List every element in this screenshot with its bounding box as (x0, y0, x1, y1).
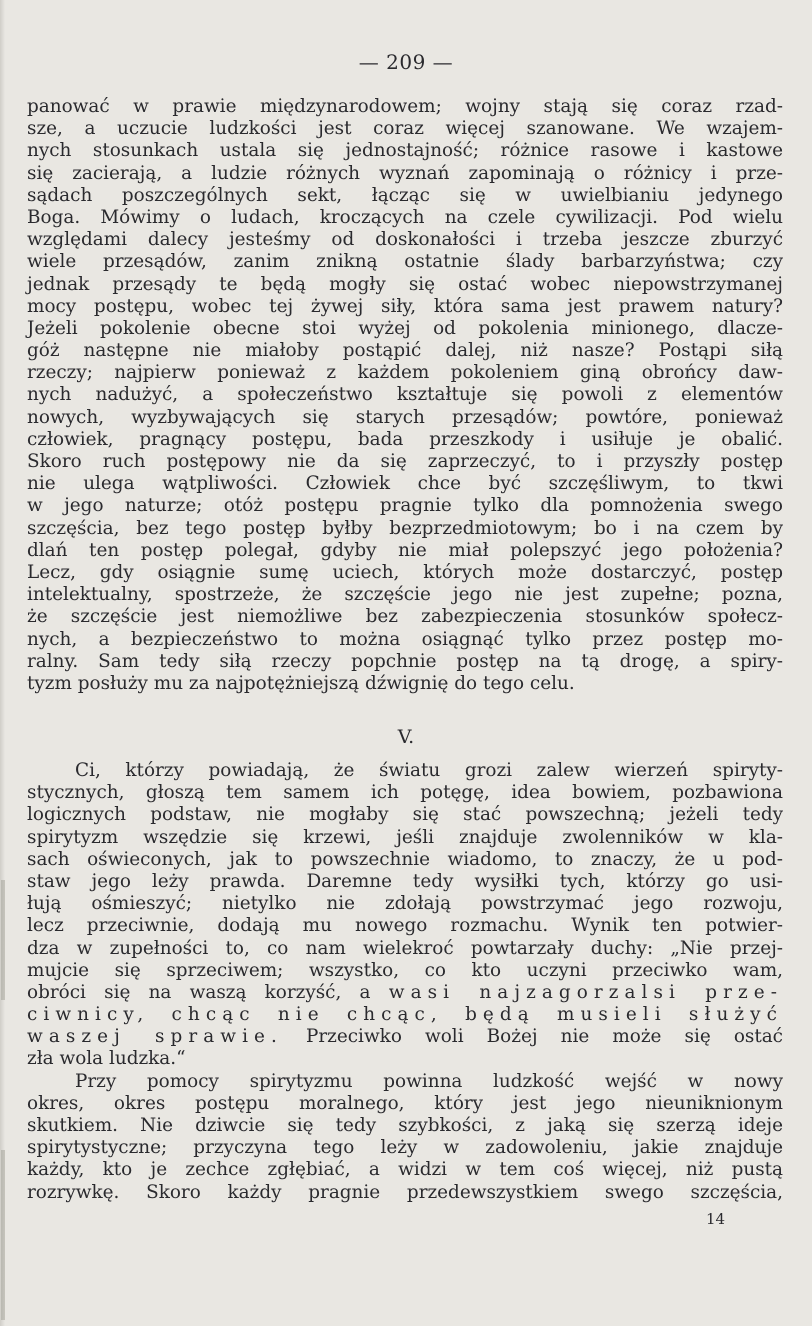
text-line: stycznych, głoszą tem samem ich potęgę, idea bowiem, pozbawiona (27, 782, 783, 804)
text-line: logicznych podstaw, nie mogłaby się stać powszechną; jeżeli tedy (27, 804, 783, 826)
text-line: rozrywkę. Skoro każdy pragnie przedewszystkiem swego szczęścia, (27, 1181, 783, 1203)
text-line: okres, okres postępu moralnego, który jest jego nieuniknionym (27, 1092, 783, 1114)
text-line: sądach poszczególnych sekt, łącząc się w uwielbianiu jedynego (27, 184, 783, 206)
text-line-emphasis (27, 1004, 783, 1026)
text-line: w jego naturze; otóż postępu pragnie tylko dla pomnożenia swego (27, 495, 783, 517)
section-title: V. (397, 726, 415, 748)
text-line: rzeczy; najpierw ponieważ z każdem pokoleniem giną obrońcy daw- (27, 362, 783, 384)
paragraph-block-1 (27, 96, 783, 695)
text-line: spirytyzm wszędzie się krzewi, jeśli znajduje zwolenników w kla- (27, 826, 783, 848)
text-line: tyzm posłuży mu za najpotężniejszą dźwignię do tego celu. (27, 672, 575, 694)
spaced-emphasis-text: wasi najzagorzalsi prze- (388, 981, 783, 1003)
text-line: Boga. Mówimy o ludach, kroczących na czele cywilizacji. Pod wielu (27, 206, 783, 228)
text-line: góż następne nie miałoby postąpić dalej, niż nasze? Postąpi siłą (27, 340, 783, 362)
text-line: mocy postępu, wobec tej żywej siły, która sama jest prawem natury? (27, 295, 783, 317)
text-line: że szczęście jest niemożliwe bez zabezpieczenia stosunków społecz- (27, 606, 783, 628)
text-line: nych, a bezpieczeństwo to można osiągnąć tylko przez postęp mo- (27, 628, 783, 650)
text-line-emphasis (27, 1026, 783, 1048)
text-line: dza w zupełności to, co nam wielekroć powtarzały duchy: „Nie przej- (27, 937, 783, 959)
page-scan-mark (1, 880, 5, 1000)
text-segment: Przeciwko woli Bożej nie może się ostać (282, 1026, 783, 1048)
text-line: intelektualny, spostrzeże, że szczęście jego nie jest zupełne; pozna, (27, 584, 783, 606)
text-line: ralny. Sam tedy siłą rzeczy popchnie postęp na tą drogę, a spiry- (27, 650, 783, 672)
page-scan-mark (1, 1150, 5, 1320)
spaced-emphasis-text: waszej sprawie. (27, 1026, 283, 1048)
text-line: łują ośmieszyć; nietylko nie zdołają powstrzymać jego rozwoju, (27, 893, 783, 915)
text-line: Przy pomocy spirytyzmu powinna ludzkość wejść w nowy (75, 1070, 783, 1092)
text-line: człowiek, pragnący postępu, bada przeszkody i usiłuje je obalić. (27, 428, 783, 450)
text-line: Ci, którzy powiadają, że światu grozi zalew wierzeń spiryty- (75, 760, 783, 781)
spaced-emphasis-text: ciwnicy, chcąc nie chcąc, będą musieli służyć (27, 1004, 783, 1026)
text-line: Lecz, gdy osiągnie sumę uciech, których może dostarczyć, postęp (27, 561, 783, 583)
text-line: zła wola ludzka.“ (27, 1048, 186, 1070)
text-line: sze, a uczucie ludzkości jest coraz więcej szanowane. We wzajem- (27, 118, 783, 140)
text-segment: obróci się na waszą korzyść, a (27, 981, 389, 1003)
paragraph-block-2 (27, 760, 783, 1204)
text-line: względami dalecy jesteśmy od doskonałości i trzeba jeszcze zburzyć (27, 229, 783, 251)
text-line: nie ulega wątpliwości. Człowiek chce być szczęśliwym, to tkwi (27, 473, 783, 495)
text-line: nych stosunkach ustala się jednostajność; różnice rasowe i kastowe (27, 140, 783, 162)
text-line: lecz przeciwnie, dodają mu nowego rozmachu. Wynik ten potwier- (27, 915, 783, 937)
page-header: — 209 — (358, 50, 454, 74)
text-line-emphasis (27, 982, 783, 1004)
text-line: każdy, kto je zechce zgłębiać, a widzi w tem coś więcej, niż pustą (27, 1159, 783, 1181)
text-line: panować w prawie międzynarodowem; wojny stają się coraz rzad- (27, 96, 783, 117)
text-line: nowych, wyzbywających się starych przesądów; powtóre, ponieważ (27, 406, 783, 428)
text-line: skutkiem. Nie dziwcie się tedy szybkości, z jaką się szerzą ideje (27, 1115, 783, 1136)
page-scan-edge (0, 0, 5, 1326)
text-line: szczęścia, bez tego postęp byłby bezprzedmiotowym; bo i na czem by (27, 517, 783, 539)
text-line: nych nadużyć, a społeczeństwo kształtuje się powoli z elementów (27, 384, 783, 406)
text-line: się zacierają, a ludzie różnych wyznań zapominają o różnicy i prze- (27, 162, 783, 184)
text-line: jednak przesądy te będą mogły się ostać wobec niepowstrzymanej (27, 273, 783, 295)
text-line: staw jego leży prawda. Daremne tedy wysiłki tych, którzy go usi- (27, 870, 783, 892)
text-line: Jeżeli pokolenie obecne stoi wyżej od pokolenia minionego, dlacze- (27, 317, 783, 339)
signature-number: 14 (706, 1210, 726, 1228)
text-line: dlań ten postęp polegał, gdyby nie miał polepszyć jego położenia? (27, 539, 783, 561)
text-line: wiele przesądów, zanim znikną ostatnie ślady barbarzyństwa; czy (27, 251, 783, 273)
text-line: spirytystyczne; przyczyna tego leży w zadowoleniu, jakie znajduje (27, 1137, 783, 1159)
text-line: sach oświeconych, jak to powszechnie wiadomo, to znaczy, że u pod- (27, 848, 783, 870)
text-line: mujcie się sprzeciwem; wszystko, co kto uczyni przeciwko wam, (27, 959, 783, 981)
text-line: Skoro ruch postępowy nie da się zaprzeczyć, to i przyszły postęp (27, 451, 783, 472)
